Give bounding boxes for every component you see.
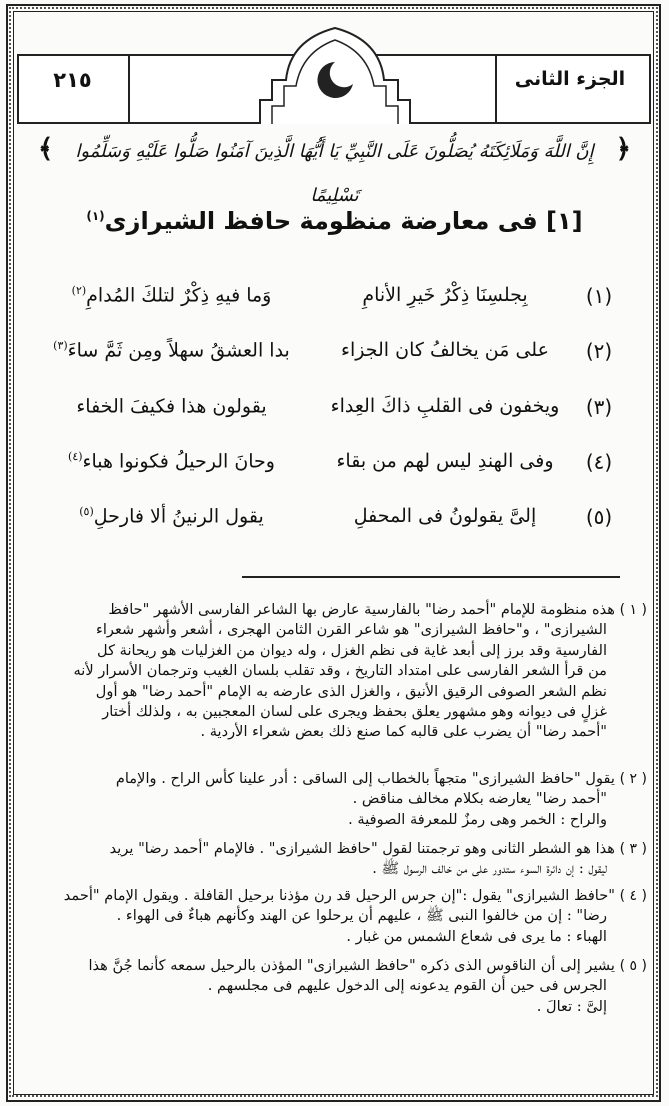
footnote-text: هذه منظومة للإمام "أحمد رضا" بالفارسية عارض بها الشاعر الفارسى الأشهر "حافظ bbox=[108, 601, 615, 618]
footnote-line: الهباء : ما يرى فى شعاع الشمس من غبار . bbox=[346, 927, 607, 945]
verse-bracket-open: ﴿ bbox=[615, 134, 631, 164]
footnote-text: "حافظ الشيرازى" يقول :"إن جرس الرحيل قد رن مؤذنا برحيل القافلة . ويقول الإمام "أحمد bbox=[63, 887, 615, 904]
verse-number: (٤) bbox=[585, 450, 613, 474]
footnote bbox=[22, 839, 647, 880]
poem-verse bbox=[20, 450, 649, 482]
footnote-line bbox=[22, 886, 647, 906]
footnote bbox=[22, 769, 647, 830]
footnote-line: الجرس فى حين أن القوم يدعونه إلى الدخول عليهم فى مجلسهم . bbox=[207, 977, 607, 995]
verse-second-text: وحانَ الرحيلُ فكونوا هباء bbox=[82, 450, 275, 473]
poem-title-text: [١] فى معارضة منظومة حافظ الشيرازى bbox=[104, 207, 583, 235]
poem-verse bbox=[20, 505, 649, 537]
footnote bbox=[22, 956, 647, 1017]
footnote-line: نظم الشعر الصوفى الرقيق الأنيق ، والغزل الذى عارضه به الإمام "أحمد رضا" هو أول bbox=[95, 682, 607, 700]
verse-second-text: يقولون هذا فكيفَ الخفاء bbox=[76, 395, 267, 418]
footnote-line: "أحمد رضا" أن يضرب على قالبه كما صنع ذلك بعض شعراء الأردية . bbox=[200, 723, 607, 741]
verse-number: (٢) bbox=[585, 339, 613, 363]
footnote-line: إلىَّ : تعالَ . bbox=[536, 997, 607, 1015]
footnote-separator bbox=[242, 576, 620, 578]
verse-number: (٣) bbox=[585, 395, 613, 419]
page-number: ٢١٥ bbox=[53, 68, 92, 92]
verse-first-hemistich: على مَن يخالفُ كان الجزاء bbox=[341, 339, 549, 361]
verse-second-hemistich bbox=[39, 284, 304, 306]
header-divider bbox=[495, 54, 497, 124]
footnote-line: ليقول : إن دائرة السوء ستدور على من خالف الرسول ﷺ . bbox=[372, 860, 607, 878]
footnote-number: ( ٤ ) bbox=[619, 888, 647, 904]
poem-verse bbox=[20, 284, 649, 316]
quran-verse-banner: إِنَّ اللَّهَ وَمَلَائِكَتَهُ يُصَلُّونَ عَلَى النَّبِيِّ يَا أَيُّهَا الَّذِينَ آمَنُوا صَلُّوا عَلَيْهِ وَسَلِّمُوا تَسْلِيمًا bbox=[75, 141, 594, 206]
verse-first-hemistich: ويخفون فى القلبِ ذاكَ العِداء bbox=[330, 395, 560, 417]
footnote bbox=[22, 600, 647, 743]
verse-first-hemistich: إلىَّ يقولونُ فى المحفلِ bbox=[353, 505, 537, 527]
poem-verse bbox=[20, 339, 649, 371]
verse-first-hemistich: وفى الهندِ ليس لهم من بقاء bbox=[336, 450, 554, 472]
footnote-line: الفارسية وقد برز إلى أبعد غاية فى نظم الغزل ، وله ديوان من الغزليات هو ريحانة كل bbox=[97, 641, 607, 659]
verse-second-text: بدا العشقُ سهلاً ومِن ثَمَّ ساءَ bbox=[67, 339, 290, 362]
verse-second-hemistich bbox=[39, 450, 304, 472]
footnote-line: رضا" : إن من خالفوا النبى ﷺ ، عليهم أن يرحلوا عن الهند وكأنهم هباءٌ فى الهواء . bbox=[116, 907, 607, 925]
verse-second-hemistich bbox=[39, 339, 304, 361]
verse-second-text: يقول الرنينُ ألا فارحلِ bbox=[93, 505, 264, 528]
footnote-line bbox=[22, 956, 647, 976]
footnote-line bbox=[22, 769, 647, 789]
poem-title bbox=[40, 207, 629, 235]
footnote-text: يشير إلى أن الناقوس الذى ذكره "حافظ الشيرازى" المؤذن بالرحيل سمعه كأنما جُنَّ هذا bbox=[88, 957, 615, 974]
poem-verse bbox=[20, 395, 649, 427]
verse-number: (٥) bbox=[585, 505, 613, 529]
footnote-ref: (١) bbox=[86, 209, 105, 223]
footnote bbox=[22, 886, 647, 947]
verse-second-hemistich bbox=[39, 505, 304, 527]
verse-second-hemistich bbox=[39, 395, 304, 417]
footnote-line: من قرأ الشعر الفارسى على امتداد التاريخ ، وقد تقلب بلسان الغيب وترجمان الأسرار لأنه bbox=[73, 662, 607, 680]
verse-first-hemistich: بِجلسِنَا ذِكْرُ خَيرِ الأنامِ bbox=[362, 284, 528, 306]
footnote-line: الشيرازى" ، و"حافظ الشيرازى" هو شاعر القرن الثامن الهجرى ، أشعر وأشهر شعراء bbox=[95, 621, 607, 639]
footnote-number: ( ٥ ) bbox=[619, 958, 647, 974]
footnote-ref: (٣) bbox=[53, 339, 68, 352]
crescent-arch-icon bbox=[250, 20, 420, 125]
footnote-line: "أحمد رضا" يعارضه بكلام مخالف مناقض . bbox=[352, 790, 607, 808]
footnote-text: هذا هو الشطر الثانى وهو ترجمتنا لقول "حافظ الشيرازى" . فالإمام "أحمد رضا" يريد bbox=[109, 840, 615, 857]
header-divider bbox=[128, 54, 130, 124]
footnote-ref: (٥) bbox=[79, 505, 94, 518]
part-label: الجزء الثانى bbox=[514, 68, 626, 90]
footnote-line bbox=[22, 600, 647, 620]
footnote-line: غزلٍ فى ديوانه وهو مشهور يعلق بحفظ ويجرى على لسان المعجبين به ، ولذلك أختار bbox=[102, 703, 607, 721]
footnote-ref: (٢) bbox=[71, 284, 87, 297]
footnote-number: ( ٢ ) bbox=[619, 771, 647, 787]
verse-second-text: وَما فيهِ ذِكْرٌ لتلكَ المُدامِ bbox=[86, 284, 272, 307]
verse-number: (١) bbox=[585, 284, 613, 308]
footnote-number: ( ١ ) bbox=[619, 602, 647, 618]
footnote-ref: (٤) bbox=[68, 450, 83, 463]
footnote-line: والراح : الخمر وهى رمزٌ للمعرفة الصوفية . bbox=[348, 810, 607, 828]
footnote-number: ( ٣ ) bbox=[619, 841, 647, 857]
verse-bracket-close: ﴾ bbox=[38, 134, 54, 164]
footnote-text: يقول "حافظ الشيرازى" متجهاً بالخطاب إلى الساقى : أدر علينا كأس الراح . والإمام bbox=[115, 770, 615, 787]
footnote-line bbox=[22, 839, 647, 859]
